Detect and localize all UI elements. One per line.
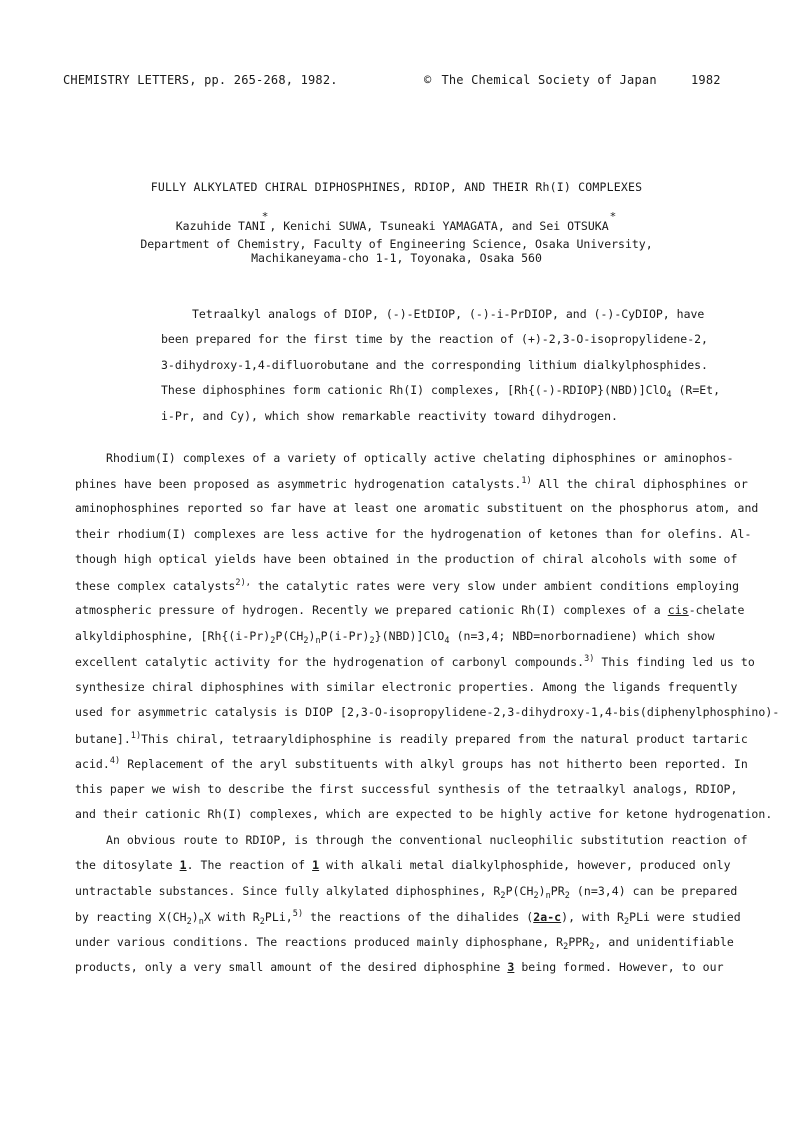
compound-3: 3 [507, 960, 515, 974]
p2-sub2-d: 2 [186, 917, 192, 927]
ref-5: 5) [292, 909, 304, 919]
body-line-13a: acid. [75, 757, 110, 771]
p2-l3a: untractable substances. Since fully alkylated diphosphines, R [75, 884, 501, 898]
body-line-18 [75, 884, 737, 901]
ref-1b: 1) [130, 731, 142, 741]
p2-l4c: X with R [203, 910, 260, 924]
compound-2a-c: 2a-c [533, 910, 562, 924]
abstract-line-1: Tetraalkyl analogs of DIOP, (-)-EtDIOP, (-)-i-PrDIOP, and (-)-CyDIOP, have [192, 307, 705, 321]
corresponding-star-1: * [261, 210, 269, 223]
abstract-line-4-text: These diphosphines form cationic Rh(I) complexes, [Rh{(-)-RDIOP}(NBD)]ClO [161, 383, 667, 397]
alkyl-e: }(NBD)]ClO [374, 629, 445, 643]
body-line-6 [75, 578, 739, 593]
body-line-21 [75, 960, 724, 974]
abstract-line-4 [161, 383, 720, 400]
body-line-13 [75, 756, 748, 771]
ref-1: 1) [521, 476, 532, 486]
body-line-6b: the catalytic rates were very slow under ambient conditions employing [250, 579, 740, 593]
affiliation-line-2: Machikaneyama-cho 1-1, Toyonaka, Osaka 560 [251, 251, 542, 265]
p2-sub2-b: 2 [533, 891, 539, 901]
p2-l4b: ) [191, 910, 199, 924]
body-line-2 [75, 476, 748, 491]
alkyl-sub4: 4 [444, 636, 450, 646]
alkyl-sub2-a: 2 [270, 636, 276, 646]
society-name: The Chemical Society of Japan [441, 73, 657, 87]
alkyl-d: P(i-Pr) [320, 629, 370, 643]
alkyl-f: (n=3,4; NBD=norbornadiene) which show [449, 629, 715, 643]
p2-sub2-e: 2 [259, 917, 265, 927]
copyright-symbol: © [424, 73, 432, 87]
p2-sub2-a: 2 [500, 891, 506, 901]
p2-l3e: (n=3,4) can be prepared [569, 884, 738, 898]
body-line-9b: This finding led us to [594, 655, 755, 669]
p2-sub2-g: 2 [563, 942, 569, 952]
p2-l6b: being formed. However, to our [514, 960, 724, 974]
body-line-12 [75, 731, 748, 746]
corresponding-star-2: * [609, 210, 617, 223]
p2-subn-b: n [198, 917, 204, 927]
abstract-line-4-tail: (R=Et, [671, 383, 721, 397]
body-line-12a: butane]. [75, 732, 131, 746]
abstract-sub-4: 4 [666, 390, 672, 400]
body-line-9 [75, 654, 755, 669]
body-line-15: and their cationic Rh(I) complexes, which are expected to be highly active for ketone hydrogenation. [75, 807, 773, 821]
abstract-line-5: i-Pr, and Cy), which show remarkable reactivity toward dihydrogen. [161, 409, 618, 423]
p2-l5c: , and unidentifiable [594, 935, 734, 949]
body-line-9a: excellent catalytic activity for the hydrogenation of carbonyl compounds. [75, 655, 585, 669]
body-line-11: used for asymmetric catalysis is DIOP [2,3-O-isopropylidene-2,3-dihydroxy-1,4-bis(diphenylphosphino)- [75, 705, 780, 719]
body-line-17 [75, 858, 731, 872]
p2-l4h: PLi were studied [629, 910, 741, 924]
abstract-line-3: 3-dihydroxy-1,4-difluorobutane and the corresponding lithium dialkylphosphides. [161, 358, 708, 372]
p2-l5: under various conditions. The reactions produced mainly diphosphane, R [75, 935, 564, 949]
p2-l4d: PLi, [264, 910, 293, 924]
body-line-16: An obvious route to RDIOP, is through the conventional nucleophilic substitution reaction of [106, 833, 748, 847]
body-line-19 [75, 909, 741, 927]
p2-l5b: PPR [568, 935, 590, 949]
p2-l4g: ), with R [561, 910, 624, 924]
body-line-10: synthesize chiral diphosphines with similar electronic properties. Among the ligands frequently [75, 680, 738, 694]
body-line-8 [75, 629, 715, 646]
alkyl-sub2-b: 2 [303, 636, 309, 646]
p2-sub2-h: 2 [589, 942, 595, 952]
alkyl-sub2-c: 2 [369, 636, 375, 646]
author-line [0, 210, 793, 233]
alkyl-c: ) [308, 629, 316, 643]
body-line-6a: these complex catalysts [75, 579, 236, 593]
body-line-13b: Replacement of the aryl substituents with alkyl groups has not hitherto been reported. In [120, 757, 748, 771]
compound-1b: 1 [312, 858, 320, 872]
p2-sub2-c: 2 [564, 891, 570, 901]
body-line-2a: phines have been proposed as asymmetric hydrogenation catalysts. [75, 477, 522, 491]
ref-3: 3) [584, 654, 595, 664]
alkyl-b: P(CH [275, 629, 304, 643]
body-line-3: aminophosphines reported so far have at least one aromatic substituent on the phosphorus atom, and [75, 501, 759, 515]
alkyl-subn: n [315, 636, 321, 646]
alkyl-a: alkyldiphosphine, [Rh{(i-Pr) [75, 629, 271, 643]
journal-citation: CHEMISTRY LETTERS, pp. 265-268, 1982. [63, 73, 338, 87]
p2-l3c: ) [538, 884, 546, 898]
society-line [424, 73, 657, 87]
p2-subn: n [545, 891, 551, 901]
ref-2: 2), [235, 578, 251, 588]
abstract-line-2: been prepared for the first time by the reaction of (+)-2,3-O-isopropylidene-2, [161, 332, 708, 346]
p2-sub2-f: 2 [623, 917, 630, 927]
body-line-14: this paper we wish to describe the first successful synthesis of the tetraalkyl analogs, RDIOP, [75, 782, 738, 796]
p2-l4a: by reacting X(CH [75, 910, 187, 924]
p2-l2c: with alkali metal dialkylphosphide, however, produced only [319, 858, 731, 872]
ref-4: 4) [109, 756, 121, 766]
body-line-2b: All the chiral diphosphines or [531, 477, 748, 491]
header-year: 1982 [691, 73, 721, 87]
p2-l3b: P(CH [505, 884, 534, 898]
compound-1: 1 [179, 858, 187, 872]
body-line-5: though high optical yields have been obtained in the production of chiral alcohols with some of [75, 552, 738, 566]
body-line-1: Rhodium(I) complexes of a variety of optically active chelating diphosphines or aminophos- [106, 451, 734, 465]
paper-title: FULLY ALKYLATED CHIRAL DIPHOSPHINES, RDIOP, AND THEIR Rh(I) COMPLEXES [150, 180, 643, 194]
body-line-7a: atmospheric pressure of hydrogen. Recently we prepared cationic Rh(I) complexes of a [75, 603, 668, 617]
p2-l2a: the ditosylate [75, 858, 180, 872]
p2-l2b: . The reaction of [186, 858, 313, 872]
body-line-7 [75, 603, 744, 617]
author-tani: Kazuhide TANI [175, 219, 266, 233]
p2-l3d: PR [550, 884, 565, 898]
body-line-20 [75, 935, 734, 952]
author-others: , Kenichi SUWA, Tsuneaki YAMAGATA, and Sei OTSUKA [269, 219, 609, 233]
p2-l4e: the reactions of the dihalides ( [303, 910, 534, 924]
body-line-4: their rhodium(I) complexes are less active for the hydrogenation of ketones than for olefins. Al- [75, 527, 752, 541]
p2-l6a: products, only a very small amount of the desired diphosphine [75, 960, 508, 974]
body-line-12b: This chiral, tetraaryldiphosphine is readily prepared from the natural product tartaric [141, 732, 748, 746]
cis-word: cis [667, 603, 689, 617]
affiliation-line-1: Department of Chemistry, Faculty of Engineering Science, Osaka University, [140, 237, 653, 251]
body-line-7b: -chelate [688, 603, 745, 617]
